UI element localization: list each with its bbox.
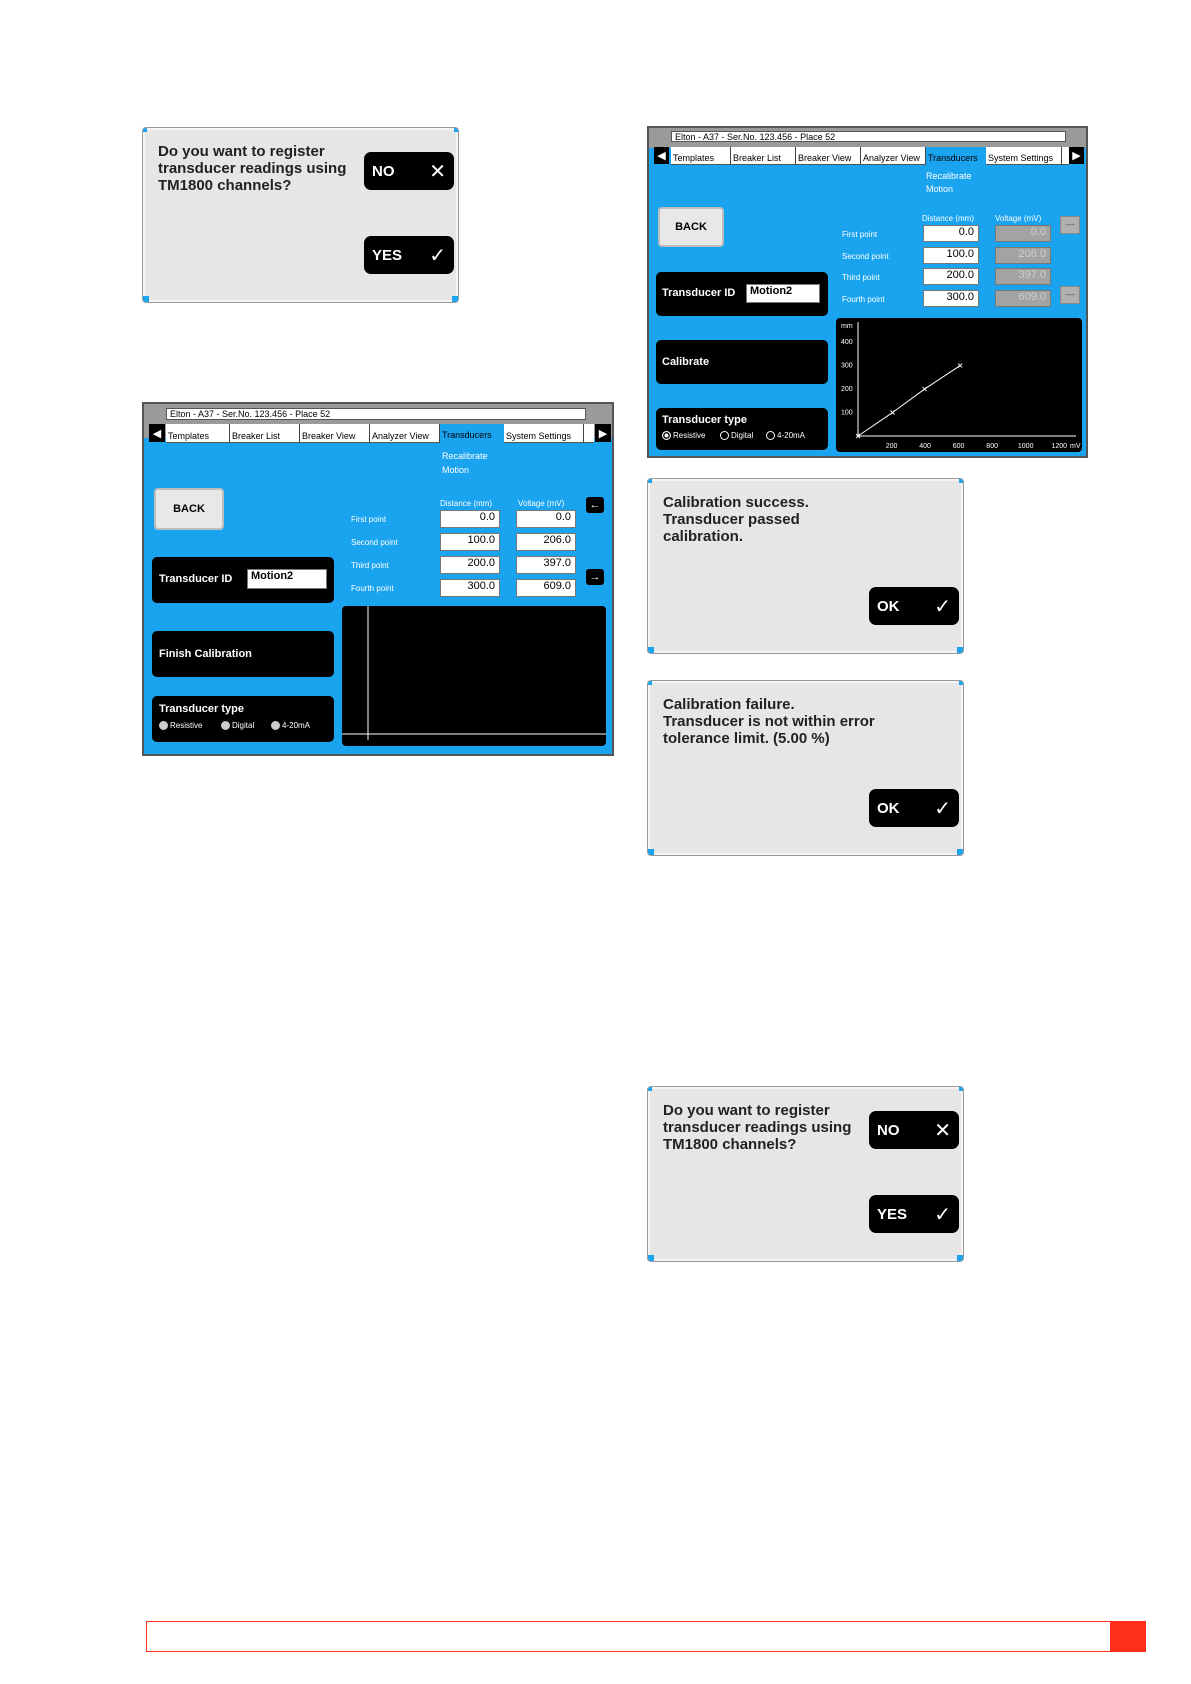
voltage-column-header: Voltage (mV) — [518, 499, 565, 508]
distance-field[interactable]: 0.0 — [923, 225, 979, 242]
point-label: Fourth point — [842, 295, 885, 304]
radio-dot-icon — [271, 721, 280, 730]
transducer-id-label: Transducer ID — [159, 573, 233, 585]
finish-calibration-label: Finish Calibration — [159, 648, 252, 660]
transducer-id-panel — [656, 272, 828, 316]
radio-label: Digital — [731, 431, 754, 440]
arrow-right-button[interactable]: → — [586, 569, 604, 585]
register-dialog-2 — [647, 1086, 964, 1262]
radio-label: Resistive — [673, 431, 706, 440]
back-button[interactable]: BACK — [658, 207, 724, 247]
back-button[interactable]: BACK — [154, 488, 224, 530]
point-label: Second point — [351, 538, 398, 547]
x-tick-label: 1200 — [1051, 443, 1068, 450]
window-title: Elton - A37 - Ser.No. 123.456 - Place 52 — [671, 131, 1066, 142]
dialog-message: Calibration success. Transducer passed calibration. — [663, 494, 809, 545]
y-tick-label: 400 — [841, 339, 853, 347]
point-label: Second point — [842, 252, 889, 261]
tab-scroll-right[interactable]: ▶ — [1069, 147, 1084, 164]
no-label: NO — [877, 1121, 900, 1139]
distance-field[interactable]: 100.0 — [923, 247, 979, 264]
yes-button[interactable] — [364, 236, 454, 274]
voltage-field[interactable]: 206.0 — [516, 533, 576, 551]
point-label: First point — [351, 515, 387, 524]
distance-column-header: Distance (mm) — [922, 214, 975, 223]
radio-label: Digital — [232, 721, 255, 730]
point-label: First point — [842, 230, 878, 239]
ok-button[interactable] — [869, 789, 959, 827]
data-point-marker — [923, 387, 927, 391]
calibration-success-dialog — [647, 478, 964, 654]
no-label: NO — [372, 162, 395, 180]
point-label: Third point — [842, 273, 880, 282]
data-point-marker — [891, 411, 895, 415]
transducer-type-label: Transducer type — [662, 414, 747, 426]
transducer-type-panel — [152, 696, 334, 742]
tab-breaker-list[interactable]: Breaker List — [230, 424, 300, 442]
tab-breaker-view[interactable]: Breaker View — [300, 424, 370, 442]
tab-breaker-view[interactable]: Breaker View — [796, 147, 861, 164]
radio-label: 4-20mA — [777, 431, 806, 440]
register-dialog — [142, 127, 459, 303]
radio-digital[interactable] — [720, 431, 753, 440]
yes-button[interactable] — [869, 1195, 959, 1233]
voltage-field[interactable]: 0.0 — [516, 510, 576, 528]
tab-transducers[interactable]: Transducers — [440, 424, 504, 448]
yes-label: YES — [372, 246, 403, 264]
no-button[interactable] — [364, 152, 454, 190]
radio-4-20ma[interactable] — [271, 721, 310, 730]
distance-field[interactable]: 0.0 — [440, 510, 500, 528]
window-title: Elton - A37 - Ser.No. 123.456 - Place 52 — [166, 408, 586, 420]
check-icon: ✓ — [934, 797, 951, 820]
radio-selected-icon — [662, 431, 671, 440]
voltage-column-header: Voltage (mV) — [995, 214, 1042, 223]
transducer-id-panel — [152, 557, 334, 603]
calibration-chart — [836, 318, 1082, 452]
minus-button-bottom[interactable]: — — [1060, 286, 1080, 304]
transducer-id-field[interactable]: Motion2 — [247, 569, 327, 589]
tab-scroll-left[interactable]: ◀ — [149, 424, 165, 442]
voltage-field: 206.0 — [995, 247, 1051, 264]
minus-button-top[interactable]: — — [1060, 216, 1080, 234]
close-icon: ✕ — [934, 1119, 951, 1142]
page-footer — [146, 1621, 1146, 1652]
tab-templates[interactable]: Templates — [166, 424, 230, 442]
calibrate-label: Calibrate — [662, 356, 710, 368]
finish-calibration-button[interactable] — [152, 631, 334, 677]
x-tick-label: 1000 — [1017, 443, 1034, 450]
no-button[interactable] — [869, 1111, 959, 1149]
tab-scroll-right[interactable]: ▶ — [595, 424, 611, 442]
voltage-field[interactable]: 609.0 — [516, 579, 576, 597]
calibration-chart-svg — [836, 318, 1082, 452]
distance-field[interactable]: 200.0 — [440, 556, 500, 574]
distance-column-header: Distance (mm) — [440, 499, 493, 508]
sub-item-recalibrate[interactable]: Recalibrate — [926, 171, 972, 181]
transducer-id-field[interactable]: Motion2 — [746, 284, 820, 303]
voltage-field: 0.0 — [995, 225, 1051, 242]
calibration-chart-empty — [342, 606, 606, 746]
distance-field[interactable]: 300.0 — [440, 579, 500, 597]
radio-resistive[interactable] — [662, 431, 705, 440]
distance-field[interactable]: 200.0 — [923, 268, 979, 285]
x-tick-label: 800 — [986, 443, 998, 450]
ok-label: OK — [877, 799, 900, 817]
sub-item-recalibrate[interactable]: Recalibrate — [442, 451, 488, 461]
point-label: Fourth point — [351, 584, 394, 593]
yes-label: YES — [877, 1205, 908, 1223]
data-point-marker — [958, 364, 962, 368]
tab-system-settings[interactable]: System Settings — [986, 147, 1062, 164]
sub-item-motion[interactable]: Motion — [442, 465, 470, 475]
radio-dot-icon — [159, 721, 168, 730]
x-axis-label: mV — [1070, 443, 1081, 450]
tab-templates[interactable]: Templates — [671, 147, 731, 164]
voltage-field: 397.0 — [995, 268, 1051, 285]
distance-field[interactable]: 300.0 — [923, 290, 979, 307]
radio-dot-icon — [221, 721, 230, 730]
y-tick-label: 300 — [841, 362, 853, 370]
ok-button[interactable] — [869, 587, 959, 625]
transducer-type-label: Transducer type — [159, 703, 244, 715]
calibration-line — [858, 366, 960, 436]
footer-red-block — [1110, 1621, 1146, 1652]
x-tick-label: 600 — [952, 443, 965, 450]
tab-bar — [166, 424, 594, 443]
ok-label: OK — [877, 597, 900, 615]
tab-analyzer-view[interactable]: Analyzer View — [861, 147, 926, 164]
calibrate-button[interactable] — [656, 340, 828, 384]
radio-digital[interactable] — [221, 721, 254, 730]
close-icon: ✕ — [429, 160, 446, 183]
tab-scroll-left[interactable]: ◀ — [654, 147, 669, 164]
distance-field[interactable]: 100.0 — [440, 533, 500, 551]
tab-breaker-list[interactable]: Breaker List — [731, 147, 796, 164]
radio-label: 4-20mA — [282, 721, 311, 730]
tab-system-settings[interactable]: System Settings — [504, 424, 584, 442]
radio-4-20ma[interactable] — [766, 431, 805, 440]
dialog-message: Do you want to register transducer readings using TM1800 channels? — [158, 143, 347, 194]
y-tick-label: 200 — [841, 386, 853, 394]
arrow-left-button[interactable]: ← — [586, 497, 604, 513]
x-tick-label: 200 — [885, 443, 898, 450]
calibration-failure-dialog — [647, 680, 964, 856]
radio-resistive[interactable] — [159, 721, 202, 730]
dialog-message: Calibration failure. Transducer is not within error tolerance limit. (5.00 %) — [663, 696, 875, 747]
y-axis-label: mm — [841, 323, 853, 330]
radio-label: Resistive — [170, 721, 203, 730]
transducer-id-label: Transducer ID — [662, 287, 736, 299]
sub-item-motion[interactable]: Motion — [926, 184, 954, 194]
point-label: Third point — [351, 561, 389, 570]
dialog-message: Do you want to register transducer readings using TM1800 channels? — [663, 1102, 852, 1153]
check-icon: ✓ — [429, 244, 446, 267]
voltage-field: 609.0 — [995, 290, 1051, 307]
check-icon: ✓ — [934, 595, 951, 618]
check-icon: ✓ — [934, 1203, 951, 1226]
y-tick-label: 100 — [841, 409, 853, 417]
transducer-screen-finish — [142, 402, 614, 756]
voltage-field[interactable]: 397.0 — [516, 556, 576, 574]
tab-bar — [671, 147, 1069, 165]
tab-transducers[interactable]: Transducers — [926, 147, 986, 170]
tab-analyzer-view[interactable]: Analyzer View — [370, 424, 440, 442]
empty-chart-svg — [342, 606, 606, 746]
radio-empty-icon — [720, 431, 729, 440]
transducer-screen-calibrate — [647, 126, 1088, 458]
x-tick-label: 400 — [919, 443, 931, 450]
radio-empty-icon — [766, 431, 775, 440]
transducer-type-panel — [656, 408, 828, 450]
